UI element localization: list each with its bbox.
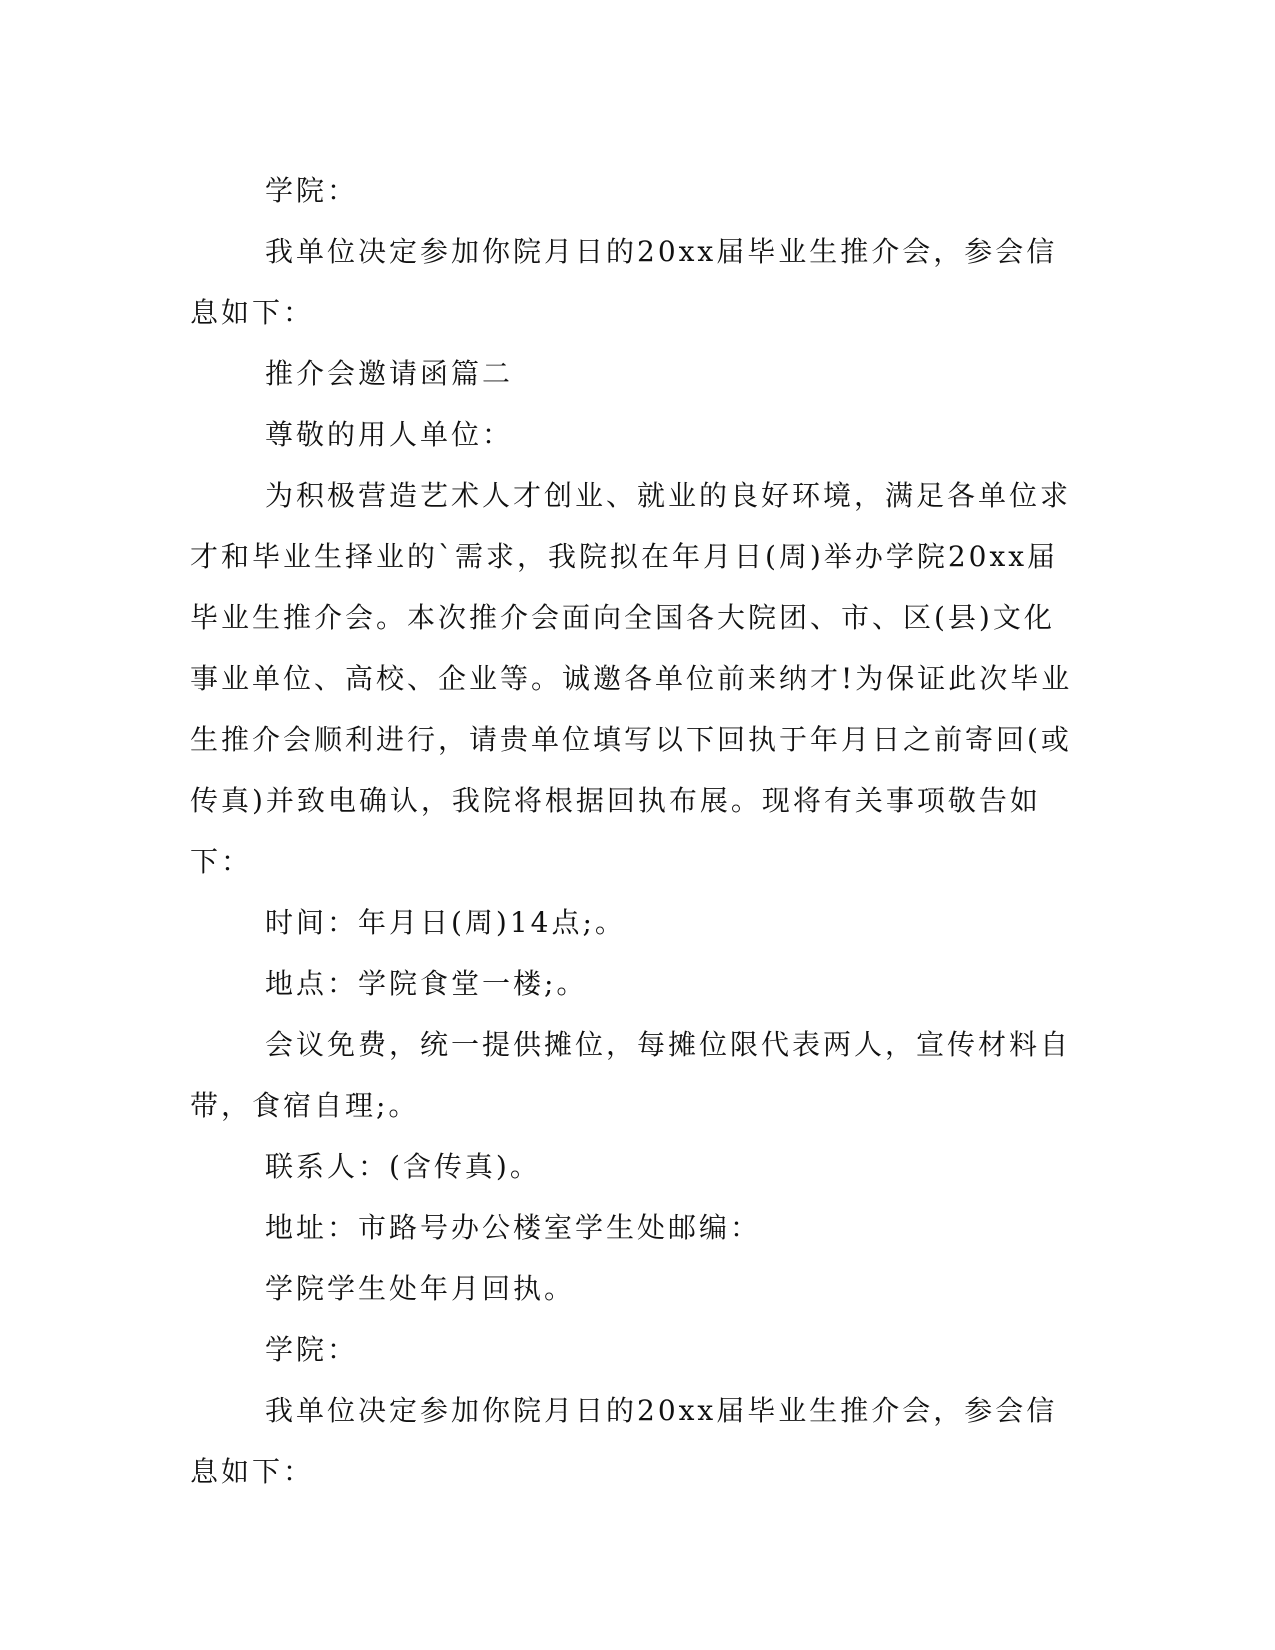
paragraph: 为积极营造艺术人才创业、就业的良好环境，满足各单位求才和毕业生择业的`需求，我院拟在年月日(周)举办学院20xx届毕业生推介会。本次推介会面向全国各大院团、市、区(县)文化事业单位、高校、企业等。诚邀各单位前来纳才!为保证此次毕业生推介会顺利进行，请贵单位填写以下回执于年月日之前寄回(或传真)并致电确认，我院将根据回执布展。现将有关事项敬告如下：	[190, 479, 1073, 878]
salutation: 尊敬的用人单位：	[265, 418, 514, 451]
paragraph: 联系人：(含传真)。	[265, 1150, 541, 1183]
paragraph: 学院：	[265, 1333, 359, 1366]
paragraph: 我单位决定参加你院月日的20xx届毕业生推介会，参会信息如下：	[190, 235, 1058, 329]
paragraph: 地址：市路号办公楼室学生处邮编：	[265, 1211, 762, 1244]
paragraph: 会议免费，统一提供摊位，每摊位限代表两人，宣传材料自带，食宿自理;。	[190, 1028, 1072, 1122]
paragraph: 时间：年月日(周)14点;。	[265, 906, 626, 939]
paragraph: 学院学生处年月回执。	[265, 1272, 576, 1305]
section-heading: 推介会邀请函篇二	[265, 357, 514, 390]
paragraph: 地点：学院食堂一楼;。	[265, 967, 588, 1000]
document-body	[190, 160, 1080, 1502]
paragraph: 学院：	[265, 174, 359, 207]
paragraph: 我单位决定参加你院月日的20xx届毕业生推介会，参会信息如下：	[190, 1394, 1058, 1488]
